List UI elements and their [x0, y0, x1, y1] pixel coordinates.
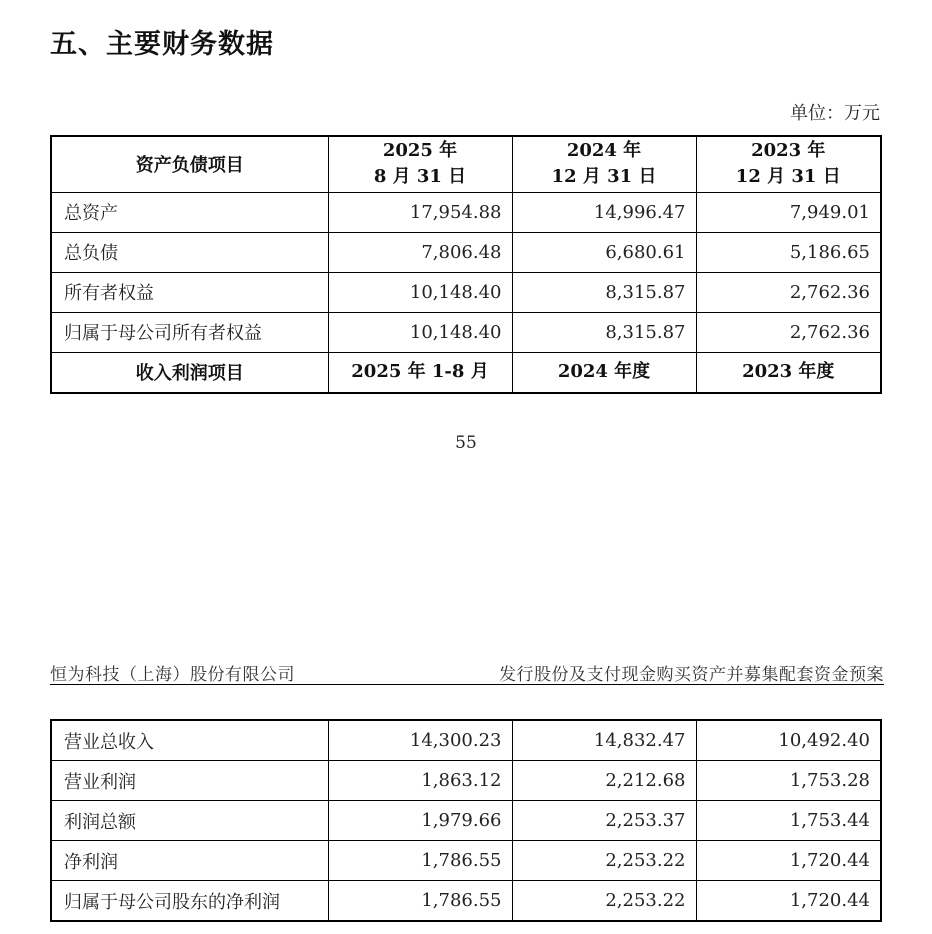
footer-divider — [50, 684, 884, 685]
financial-table-part2 — [50, 719, 882, 922]
row-label: 归属于母公司所有者权益 — [51, 312, 328, 352]
row-value-2024: 8,315.87 — [512, 312, 696, 352]
row-value-2024: 6,680.61 — [512, 232, 696, 272]
income-header-row — [51, 352, 881, 393]
row-value-2024: 2,253.22 — [512, 881, 696, 922]
balance-header-col2-line1: 2024 年 — [566, 140, 642, 162]
balance-header-col2-line2: 12 月 31 日 — [551, 166, 657, 188]
row-label: 净利润 — [51, 841, 328, 881]
row-label: 总负债 — [51, 232, 328, 272]
table-row — [51, 841, 881, 881]
table-row — [51, 272, 881, 312]
footer-document-title: 发行股份及支付现金购买资产并募集配套资金预案 — [499, 665, 884, 685]
balance-header-col3 — [696, 136, 881, 192]
row-value-2024: 2,253.37 — [512, 801, 696, 841]
balance-header-col2 — [512, 136, 696, 192]
row-value-2025: 10,148.40 — [328, 312, 512, 352]
table-row — [51, 720, 881, 761]
row-value-2024: 2,212.68 — [512, 761, 696, 801]
row-value-2023: 1,753.44 — [696, 801, 881, 841]
table-row — [51, 761, 881, 801]
row-value-2025: 17,954.88 — [328, 192, 512, 232]
row-value-2025: 1,786.55 — [328, 881, 512, 922]
income-header-label: 收入利润项目 — [51, 352, 328, 393]
table-row — [51, 192, 881, 232]
row-value-2023: 1,720.44 — [696, 841, 881, 881]
row-value-2024: 14,996.47 — [512, 192, 696, 232]
row-value-2024: 8,315.87 — [512, 272, 696, 312]
balance-header-label: 资产负债项目 — [51, 136, 328, 192]
row-label: 营业总收入 — [51, 720, 328, 761]
balance-header-col3-line2: 12 月 31 日 — [735, 166, 841, 188]
row-value-2023: 1,753.28 — [696, 761, 881, 801]
financial-table-part1 — [50, 135, 882, 394]
row-value-2024: 14,832.47 — [512, 720, 696, 761]
income-header-col2: 2024 年度 — [512, 352, 696, 393]
balance-header-row — [51, 136, 881, 192]
row-value-2025: 1,863.12 — [328, 761, 512, 801]
row-value-2024: 2,253.22 — [512, 841, 696, 881]
income-header-col3: 2023 年度 — [696, 352, 881, 393]
table-row — [51, 312, 881, 352]
row-value-2023: 10,492.40 — [696, 720, 881, 761]
row-value-2023: 7,949.01 — [696, 192, 881, 232]
income-header-col1: 2025 年 1-8 月 — [328, 352, 512, 393]
balance-header-col1-line1: 2025 年 — [382, 140, 458, 162]
row-value-2025: 7,806.48 — [328, 232, 512, 272]
row-value-2025: 10,148.40 — [328, 272, 512, 312]
section-heading: 五、主要财务数据 — [50, 29, 274, 60]
row-label: 所有者权益 — [51, 272, 328, 312]
unit-label: 单位：万元 — [790, 103, 880, 124]
row-label: 总资产 — [51, 192, 328, 232]
balance-header-col3-line1: 2023 年 — [751, 140, 826, 162]
row-value-2023: 2,762.36 — [696, 312, 881, 352]
balance-header-col1 — [328, 136, 512, 192]
table-row — [51, 232, 881, 272]
row-value-2023: 1,720.44 — [696, 881, 881, 922]
row-value-2025: 1,979.66 — [328, 801, 512, 841]
balance-header-col1-line2: 8 月 31 日 — [373, 166, 467, 188]
footer-company: 恒为科技（上海）股份有限公司 — [50, 665, 295, 685]
page-number: 55 — [455, 433, 477, 453]
row-value-2025: 1,786.55 — [328, 841, 512, 881]
table-row — [51, 801, 881, 841]
row-value-2023: 5,186.65 — [696, 232, 881, 272]
row-label: 归属于母公司股东的净利润 — [51, 881, 328, 922]
row-label: 利润总额 — [51, 801, 328, 841]
row-label: 营业利润 — [51, 761, 328, 801]
row-value-2025: 14,300.23 — [328, 720, 512, 761]
row-value-2023: 2,762.36 — [696, 272, 881, 312]
table-row — [51, 881, 881, 922]
